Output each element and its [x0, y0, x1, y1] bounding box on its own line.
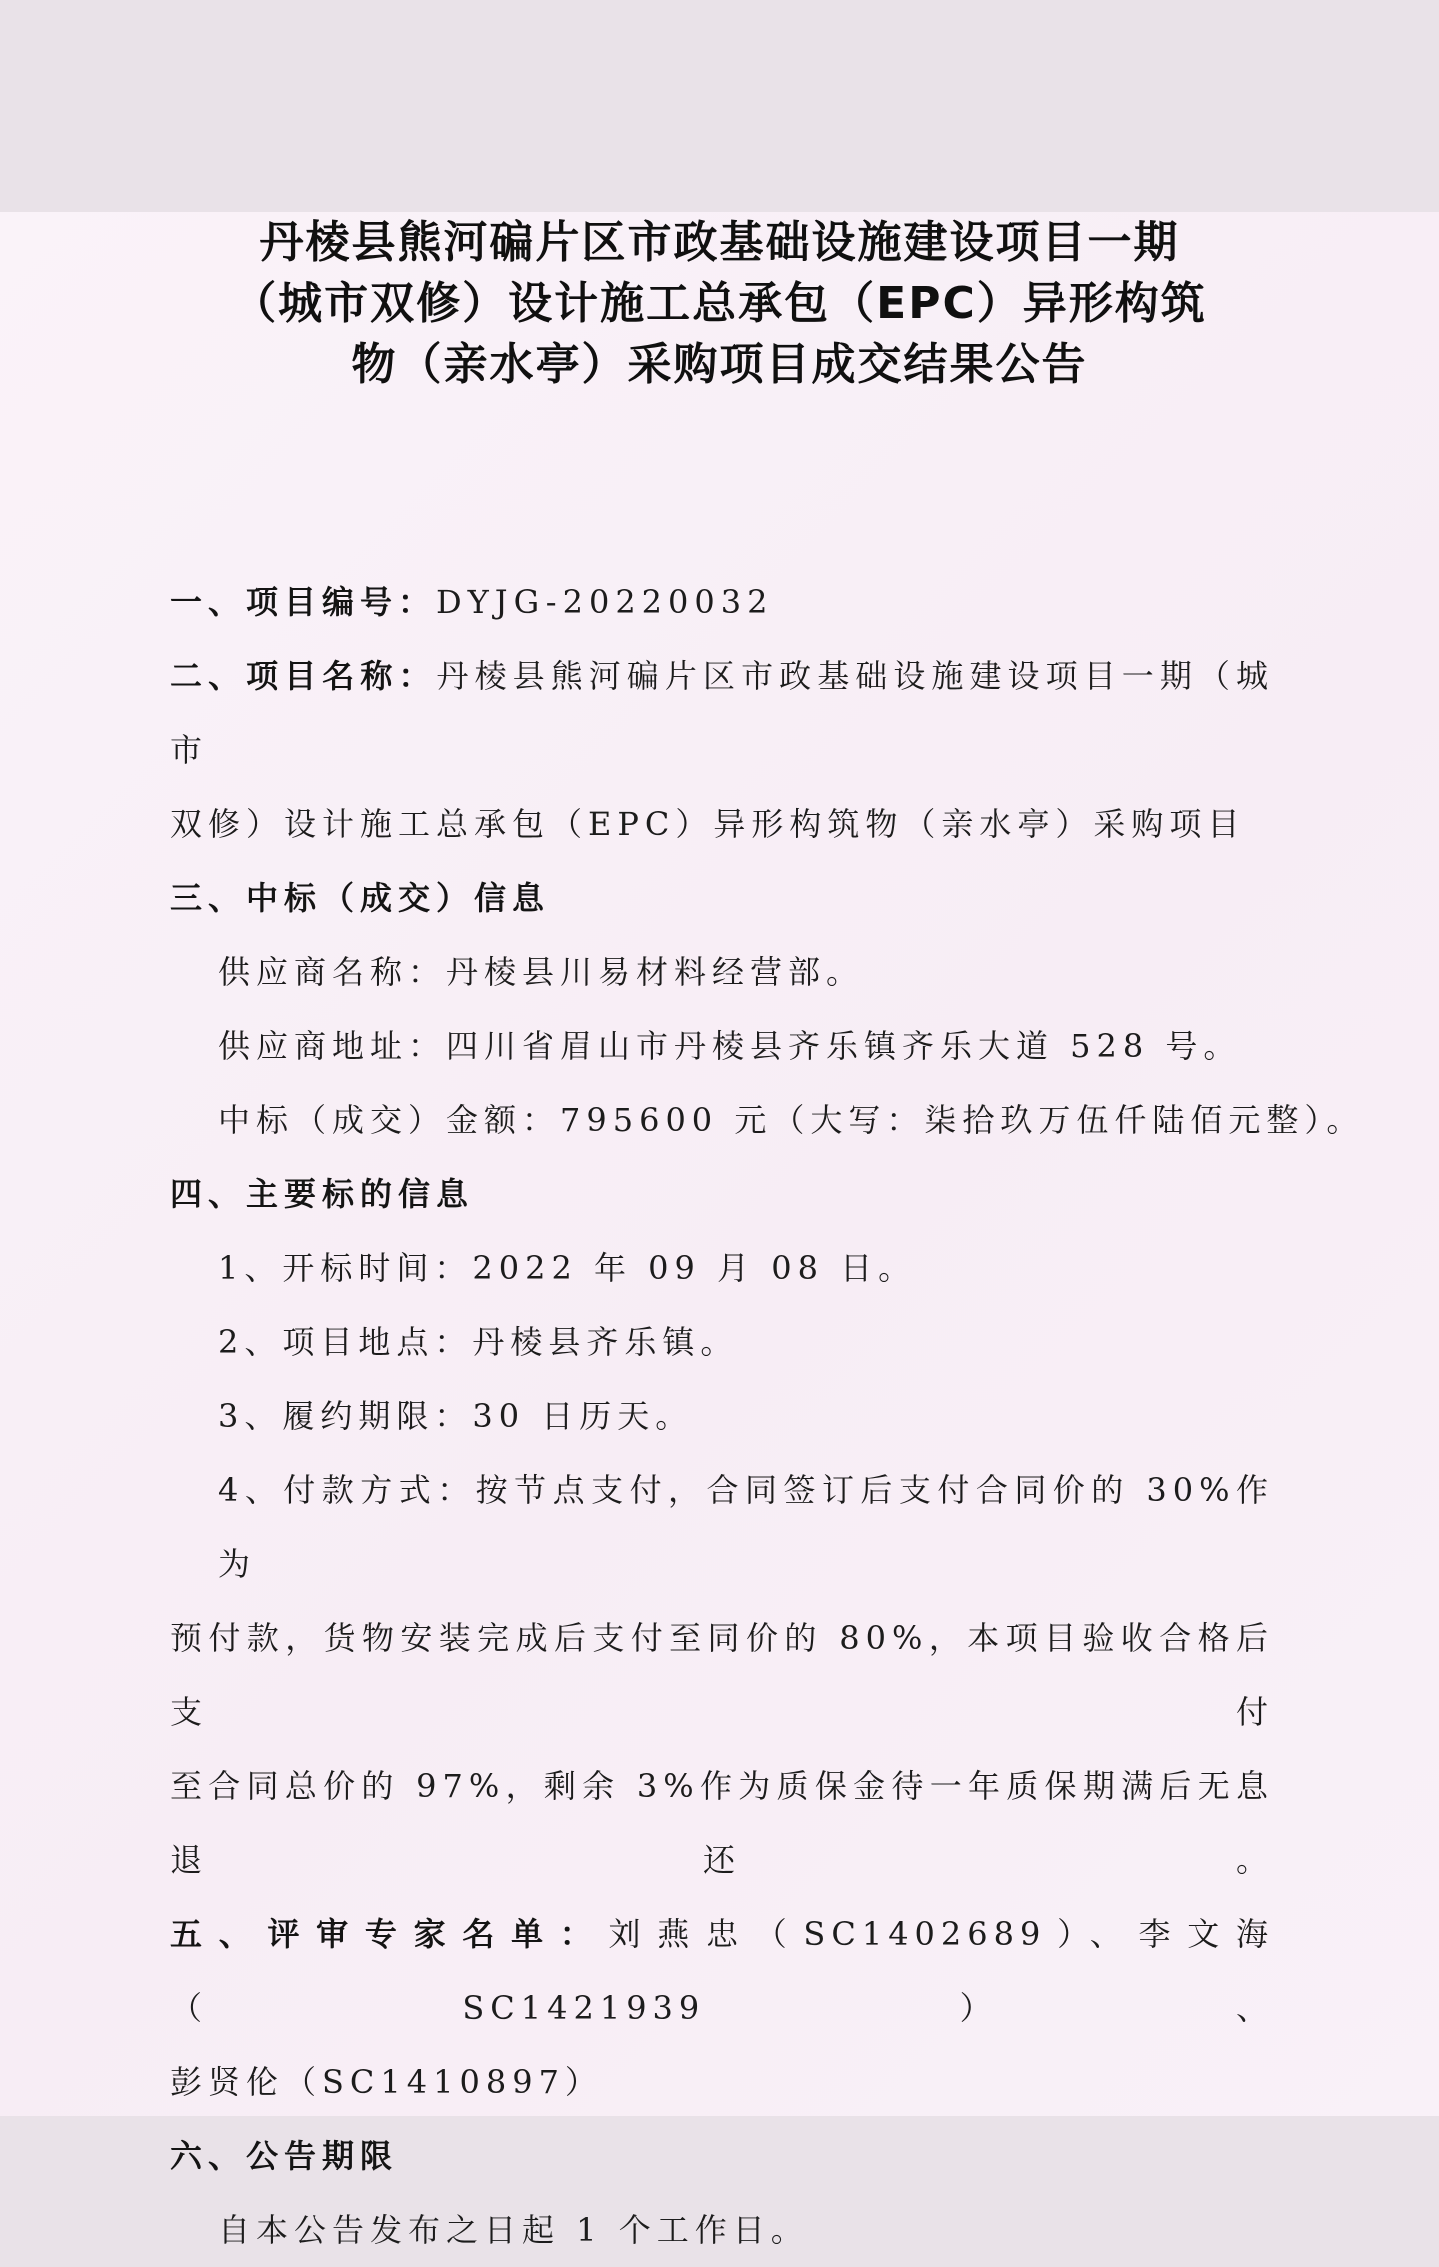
section-label: 二、项目名称： [170, 657, 437, 695]
paragraph [170, 2045, 1274, 2119]
document-page [0, 212, 1439, 2249]
paragraph [170, 565, 1274, 639]
paragraph-text: 1、开标时间：2022 年 09 月 08 日。 [218, 1249, 917, 1287]
paragraph [170, 861, 1274, 935]
paragraph [170, 1305, 1274, 1379]
paragraph-text: 双修）设计施工总承包（EPC）异形构筑物（亲水亭）采购项目 [170, 805, 1246, 843]
paragraph-text: 4、付款方式：按节点支付，合同签订后支付合同价的 30%作为 [218, 1471, 1274, 1583]
paragraph-text: 中标（成交）金额：795600 元（大写：柒拾玖万伍仟陆佰元整）。 [218, 1101, 1365, 1139]
paragraph-text: 至合同总价的 97%，剩余 3%作为质保金待一年质保期满后无息退还。 [170, 1767, 1274, 1879]
paragraph-text: 2、项目地点：丹棱县齐乐镇。 [218, 1323, 739, 1361]
section-label: 四、主要标的信息 [170, 1175, 475, 1213]
paragraph [170, 2119, 1274, 2193]
title-line-2: （城市双修）设计施工总承包（EPC）异形构筑 [232, 278, 1207, 329]
paragraph-text: 自本公告发布之日起 1 个工作日。 [218, 2211, 809, 2249]
page-title [150, 212, 1289, 395]
paragraph-text: 丹棱县熊河碥片区市政基础设施建设项目一期（城市 [170, 657, 1274, 769]
paragraph [170, 639, 1274, 787]
paragraph [170, 1231, 1274, 1305]
section-label: 一、项目编号： [170, 583, 437, 621]
paragraph [170, 1157, 1274, 1231]
section-label: 五、评审专家名单： [170, 1915, 609, 1953]
paragraph [170, 935, 1274, 1009]
paragraph-text: 3、履约期限：30 日历天。 [218, 1397, 694, 1435]
paragraph-text: 供应商地址：四川省眉山市丹棱县齐乐镇齐乐大道 528 号。 [218, 1027, 1242, 1065]
title-line-3: 物（亲水亭）采购项目成交结果公告 [351, 339, 1088, 390]
paragraph [170, 1601, 1274, 1749]
title-line-1: 丹棱县熊河碥片区市政基础设施建设项目一期 [259, 217, 1180, 268]
paragraph-text: 彭贤伦（SC1410897） [170, 2063, 603, 2101]
paragraph [170, 1379, 1274, 1453]
paragraph [170, 1083, 1365, 1157]
section-label: 三、中标（成交）信息 [170, 879, 551, 917]
paragraph-text: DYJG-20220032 [436, 583, 774, 621]
paragraph [170, 787, 1274, 861]
paragraph [170, 1897, 1274, 2045]
paragraph [170, 1453, 1274, 1601]
document-body [170, 565, 1365, 2267]
paragraph [170, 1009, 1274, 1083]
paragraph-text: 供应商名称：丹棱县川易材料经营部。 [218, 953, 865, 991]
section-label: 六、公告期限 [170, 2137, 399, 2175]
paragraph [170, 1749, 1274, 1897]
paragraph-text: 预付款，货物安装完成后支付至同价的 80%，本项目验收合格后支付 [170, 1619, 1274, 1731]
paragraph-text: 刘燕忠（SC1402689）、李文海（SC1421939）、 [170, 1915, 1274, 2027]
paragraph [170, 2193, 1274, 2267]
